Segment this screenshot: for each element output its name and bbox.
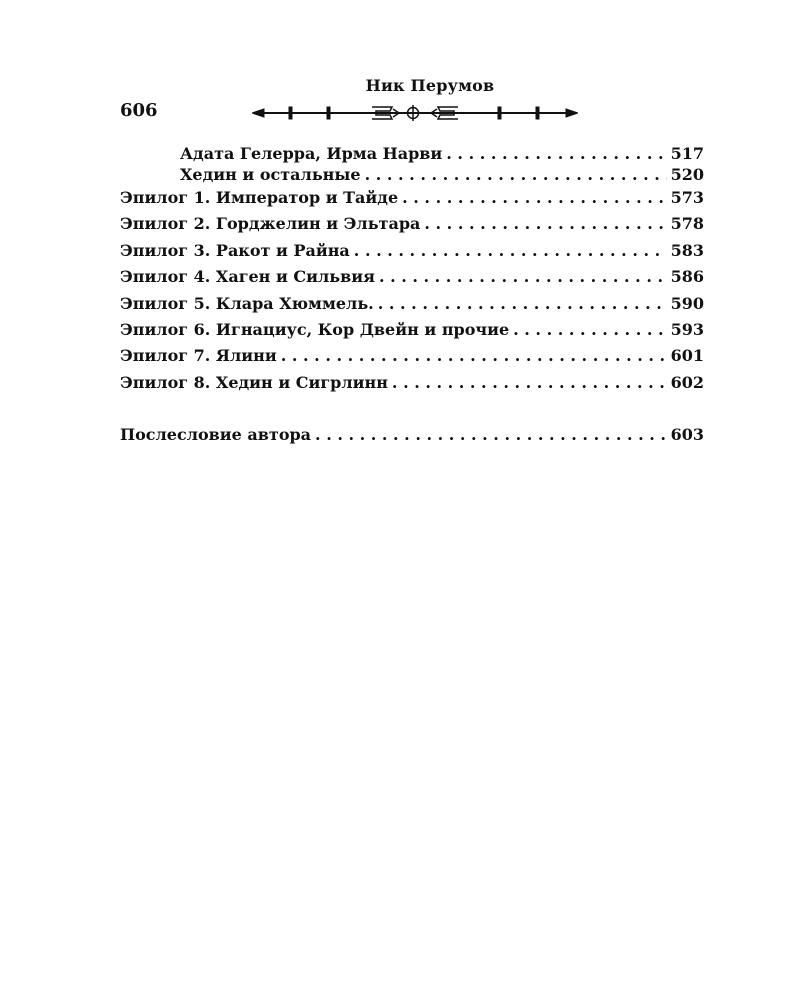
toc-leader-dots	[513, 317, 666, 343]
toc-leader-dots	[424, 211, 666, 237]
toc-entry[interactable]	[120, 291, 704, 317]
page-number: 606	[120, 100, 158, 121]
table-of-contents	[120, 143, 704, 449]
toc-entry-title: Эпилог 8. Хедин и Сигрлинн	[120, 372, 388, 392]
toc-entry-title: Эпилог 5. Клара Хюммель.	[120, 293, 374, 313]
toc-entry-title: Эпилог 3. Ракот и Райна	[120, 240, 350, 260]
running-head-author: Ник Перумов	[365, 76, 495, 95]
toc-entry[interactable]	[120, 143, 704, 164]
toc-entry-page: 517	[670, 144, 704, 163]
toc-entry-title: Хедин и остальные	[180, 165, 361, 184]
toc-leader-dots	[354, 238, 667, 264]
toc-entry-page: 573	[670, 188, 704, 207]
toc-entry-page: 601	[670, 346, 704, 366]
toc-entry-title: Эпилог 1. Император и Тайде	[120, 188, 399, 207]
toc-entry[interactable]	[120, 185, 704, 211]
toc-entry[interactable]	[120, 264, 704, 290]
toc-entry-page: 583	[670, 240, 704, 260]
toc-entry[interactable]	[120, 317, 704, 343]
toc-entry[interactable]	[120, 164, 704, 185]
decorative-rule-with-arrows-icon	[252, 104, 578, 122]
toc-entry-title: Эпилог 7. Ялини	[120, 346, 277, 366]
toc-leader-dots	[379, 264, 667, 290]
toc-entry[interactable]	[120, 238, 704, 264]
toc-leader-dots	[365, 164, 667, 185]
toc-entry[interactable]	[120, 370, 704, 396]
toc-entry-afterword[interactable]	[120, 422, 704, 448]
toc-leader-dots	[378, 291, 667, 317]
toc-entry-title: Адата Гелерра, Ирма Нарви	[180, 144, 443, 163]
toc-entry-page: 586	[670, 267, 704, 287]
toc-entry-page: 520	[670, 165, 704, 184]
toc-entry-title: Послесловие автора	[120, 425, 312, 445]
toc-entry-title: Эпилог 6. Игнациус, Кор Двейн и прочие	[120, 319, 510, 339]
toc-leader-dots	[402, 185, 666, 211]
toc-entry-page: 593	[670, 319, 704, 339]
toc-entry-page: 603	[670, 425, 704, 445]
toc-entry-page: 578	[670, 214, 704, 234]
toc-entry-page: 590	[670, 293, 704, 313]
toc-leader-dots	[392, 370, 667, 396]
toc-entry-title: Эпилог 4. Хаген и Сильвия	[120, 267, 375, 287]
toc-entry-title: Эпилог 2. Горджелин и Эльтара	[120, 214, 421, 234]
toc-entry[interactable]	[120, 211, 704, 237]
toc-entry-page: 602	[670, 372, 704, 392]
section-spacer	[120, 396, 704, 422]
toc-entry[interactable]	[120, 343, 704, 369]
toc-leader-dots	[281, 343, 667, 369]
toc-leader-dots	[315, 422, 667, 448]
toc-leader-dots	[446, 143, 666, 164]
